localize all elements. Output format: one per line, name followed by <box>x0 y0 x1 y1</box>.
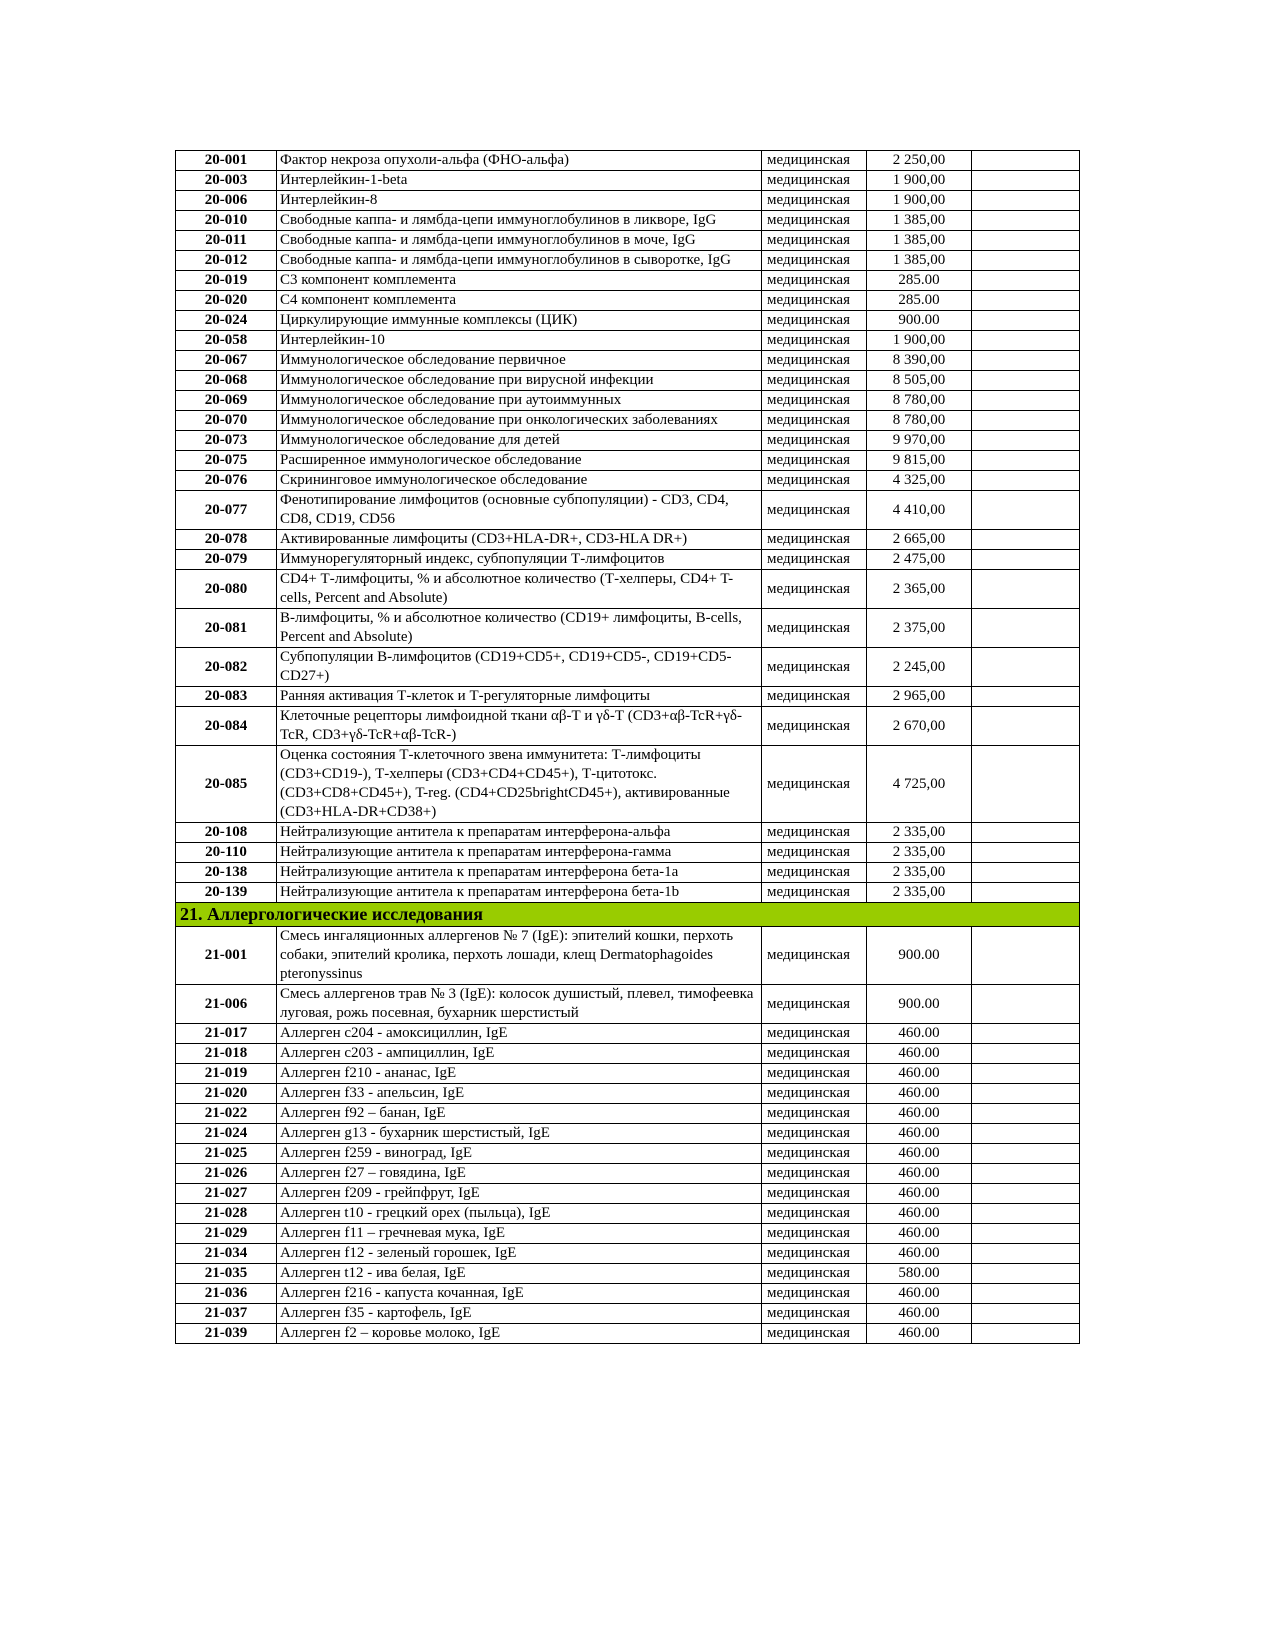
empty-cell <box>972 1124 1080 1144</box>
test-price: 8 780,00 <box>867 391 972 411</box>
empty-cell <box>972 550 1080 570</box>
test-price: 460.00 <box>867 1324 972 1344</box>
empty-cell <box>972 491 1080 530</box>
table-row <box>176 331 1080 351</box>
service-type: медицинская <box>762 648 867 687</box>
service-type: медицинская <box>762 471 867 491</box>
service-type: медицинская <box>762 311 867 331</box>
test-price: 460.00 <box>867 1284 972 1304</box>
test-name: Смесь аллергенов трав № 3 (IgE): колосок душистый, плевел, тимофеевка луговая, рожь посевная, бухарник шерстистый <box>277 985 762 1024</box>
table-row <box>176 1144 1080 1164</box>
service-type: медицинская <box>762 171 867 191</box>
test-name: Иммунологическое обследование при аутоиммунных <box>277 391 762 411</box>
test-name: Аллерген f259 - виноград, IgE <box>277 1144 762 1164</box>
test-price: 285.00 <box>867 291 972 311</box>
table-row <box>176 707 1080 746</box>
test-name: Аллерген f12 - зеленый горошек, IgE <box>277 1244 762 1264</box>
service-type: медицинская <box>762 411 867 431</box>
test-code: 20-075 <box>176 451 277 471</box>
empty-cell <box>972 707 1080 746</box>
test-code: 20-068 <box>176 371 277 391</box>
test-price: 1 385,00 <box>867 251 972 271</box>
table-row <box>176 251 1080 271</box>
test-code: 21-025 <box>176 1144 277 1164</box>
service-type: медицинская <box>762 863 867 883</box>
service-type: медицинская <box>762 1204 867 1224</box>
service-type: медицинская <box>762 451 867 471</box>
service-type: медицинская <box>762 1244 867 1264</box>
service-type: медицинская <box>762 1164 867 1184</box>
service-type: медицинская <box>762 1144 867 1164</box>
test-name: Расширенное иммунологическое обследование <box>277 451 762 471</box>
service-type: медицинская <box>762 251 867 271</box>
test-name: Интерлейкин-1-beta <box>277 171 762 191</box>
table-row <box>176 471 1080 491</box>
service-type: медицинская <box>762 431 867 451</box>
service-type: медицинская <box>762 491 867 530</box>
service-type: медицинская <box>762 843 867 863</box>
test-name: Аллерген t12 - ива белая, IgE <box>277 1264 762 1284</box>
service-type: медицинская <box>762 1064 867 1084</box>
price-list-table <box>175 150 1080 1344</box>
empty-cell <box>972 746 1080 823</box>
test-name: С3 компонент комплемента <box>277 271 762 291</box>
test-name: Ранняя активация Т-клеток и Т-регуляторные лимфоциты <box>277 687 762 707</box>
test-price: 1 900,00 <box>867 191 972 211</box>
test-price: 900.00 <box>867 311 972 331</box>
empty-cell <box>972 863 1080 883</box>
empty-cell <box>972 371 1080 391</box>
test-code: 21-024 <box>176 1124 277 1144</box>
service-type: медицинская <box>762 550 867 570</box>
test-code: 20-011 <box>176 231 277 251</box>
test-code: 20-138 <box>176 863 277 883</box>
test-name: Активированные лимфоциты (CD3+HLA-DR+, CD3-HLA DR+) <box>277 530 762 550</box>
service-type: медицинская <box>762 391 867 411</box>
service-type: медицинская <box>762 211 867 231</box>
empty-cell <box>972 1144 1080 1164</box>
table-row <box>176 211 1080 231</box>
test-price: 900.00 <box>867 927 972 985</box>
empty-cell <box>972 271 1080 291</box>
test-code: 21-020 <box>176 1084 277 1104</box>
section-title: 21. Аллергологические исследования <box>176 903 1080 927</box>
test-code: 20-003 <box>176 171 277 191</box>
table-row <box>176 927 1080 985</box>
table-row <box>176 687 1080 707</box>
empty-cell <box>972 1104 1080 1124</box>
service-type: медицинская <box>762 1224 867 1244</box>
test-name: Иммунологическое обследование для детей <box>277 431 762 451</box>
test-code: 21-027 <box>176 1184 277 1204</box>
service-type: медицинская <box>762 1084 867 1104</box>
test-price: 2 670,00 <box>867 707 972 746</box>
service-type: медицинская <box>762 530 867 550</box>
test-name: Субпопуляции В-лимфоцитов (CD19+CD5+, CD19+CD5-, CD19+CD5-CD27+) <box>277 648 762 687</box>
test-code: 21-022 <box>176 1104 277 1124</box>
test-name: Аллерген f210 - ананас, IgE <box>277 1064 762 1084</box>
test-code: 20-108 <box>176 823 277 843</box>
empty-cell <box>972 609 1080 648</box>
test-name: Циркулирующие иммунные комплексы (ЦИК) <box>277 311 762 331</box>
test-price: 2 665,00 <box>867 530 972 550</box>
empty-cell <box>972 883 1080 903</box>
test-name: Клеточные рецепторы лимфоидной ткани αβ-Т и γδ-Т (CD3+αβ-TcR+γδ-TcR, CD3+γδ-TcR+αβ-TcR-) <box>277 707 762 746</box>
table-row <box>176 1124 1080 1144</box>
test-price: 1 900,00 <box>867 331 972 351</box>
test-code: 20-058 <box>176 331 277 351</box>
test-price: 2 335,00 <box>867 823 972 843</box>
test-code: 21-028 <box>176 1204 277 1224</box>
empty-cell <box>972 1084 1080 1104</box>
table-row <box>176 1044 1080 1064</box>
test-name: Аллерген g13 - бухарник шерстистый, IgE <box>277 1124 762 1144</box>
test-price: 2 335,00 <box>867 863 972 883</box>
test-name: Интерлейкин-10 <box>277 331 762 351</box>
empty-cell <box>972 927 1080 985</box>
test-name: Иммунологическое обследование при вирусной инфекции <box>277 371 762 391</box>
service-type: медицинская <box>762 883 867 903</box>
table-row <box>176 171 1080 191</box>
test-price: 460.00 <box>867 1124 972 1144</box>
service-type: медицинская <box>762 1104 867 1124</box>
table-row <box>176 1084 1080 1104</box>
empty-cell <box>972 1244 1080 1264</box>
test-code: 21-006 <box>176 985 277 1024</box>
table-row <box>176 151 1080 171</box>
test-code: 20-083 <box>176 687 277 707</box>
test-name: Фактор некроза опухоли-альфа (ФНО-альфа) <box>277 151 762 171</box>
table-row <box>176 823 1080 843</box>
test-code: 20-010 <box>176 211 277 231</box>
test-price: 2 475,00 <box>867 550 972 570</box>
table-row <box>176 1184 1080 1204</box>
empty-cell <box>972 231 1080 251</box>
test-price: 285.00 <box>867 271 972 291</box>
test-price: 460.00 <box>867 1164 972 1184</box>
test-price: 460.00 <box>867 1104 972 1124</box>
test-code: 20-081 <box>176 609 277 648</box>
test-name: Смесь ингаляционных аллергенов № 7 (IgE): эпителий кошки, перхоть собаки, эпителий кролика, перхоть лошади, клещ Dermatophagoides pteronyssinus <box>277 927 762 985</box>
empty-cell <box>972 1264 1080 1284</box>
service-type: медицинская <box>762 1124 867 1144</box>
service-type: медицинская <box>762 271 867 291</box>
empty-cell <box>972 985 1080 1024</box>
table-row <box>176 411 1080 431</box>
service-type: медицинская <box>762 1184 867 1204</box>
empty-cell <box>972 251 1080 271</box>
table-row <box>176 291 1080 311</box>
test-price: 460.00 <box>867 1204 972 1224</box>
price-list-body <box>176 151 1080 1344</box>
service-type: медицинская <box>762 687 867 707</box>
test-name: Нейтрализующие антитела к препаратам интерферона-альфа <box>277 823 762 843</box>
test-code: 20-077 <box>176 491 277 530</box>
test-code: 20-020 <box>176 291 277 311</box>
test-name: Аллерген c203 - ампициллин, IgE <box>277 1044 762 1064</box>
test-code: 21-029 <box>176 1224 277 1244</box>
test-price: 8 505,00 <box>867 371 972 391</box>
table-row <box>176 1064 1080 1084</box>
empty-cell <box>972 351 1080 371</box>
table-row <box>176 648 1080 687</box>
empty-cell <box>972 451 1080 471</box>
table-row <box>176 843 1080 863</box>
service-type: медицинская <box>762 1304 867 1324</box>
test-price: 2 245,00 <box>867 648 972 687</box>
table-row <box>176 530 1080 550</box>
test-code: 21-019 <box>176 1064 277 1084</box>
table-row <box>176 883 1080 903</box>
service-type: медицинская <box>762 351 867 371</box>
test-code: 20-024 <box>176 311 277 331</box>
test-name: Свободные каппа- и лямбда-цепи иммуноглобулинов в моче, IgG <box>277 231 762 251</box>
test-code: 21-018 <box>176 1044 277 1064</box>
test-code: 20-079 <box>176 550 277 570</box>
table-row <box>176 1204 1080 1224</box>
table-row <box>176 1264 1080 1284</box>
test-code: 21-001 <box>176 927 277 985</box>
table-row <box>176 231 1080 251</box>
test-name: Нейтрализующие антитела к препаратам интерферона бета-1b <box>277 883 762 903</box>
test-name: Аллерген c204 - амоксициллин, IgE <box>277 1024 762 1044</box>
test-code: 20-073 <box>176 431 277 451</box>
table-row <box>176 1304 1080 1324</box>
section-header-row <box>176 903 1080 927</box>
empty-cell <box>972 171 1080 191</box>
empty-cell <box>972 1324 1080 1344</box>
service-type: медицинская <box>762 1324 867 1344</box>
test-name: Аллерген f35 - картофель, IgE <box>277 1304 762 1324</box>
service-type: медицинская <box>762 570 867 609</box>
test-code: 20-001 <box>176 151 277 171</box>
test-price: 4 410,00 <box>867 491 972 530</box>
table-row <box>176 311 1080 331</box>
test-name: Оценка состояния Т-клеточного звена иммунитета: Т-лимфоциты (CD3+CD19-), Т-хелперы (CD3+CD4+CD45+), Т-цитотокс. (CD3+CD8+CD45+), T-reg. (CD4+CD25brightCD45+), активированные (CD3+HLA-DR+CD38+) <box>277 746 762 823</box>
test-name: Нейтрализующие антитела к препаратам интерферона бета-1а <box>277 863 762 883</box>
test-code: 20-078 <box>176 530 277 550</box>
table-row <box>176 550 1080 570</box>
empty-cell <box>972 530 1080 550</box>
service-type: медицинская <box>762 609 867 648</box>
empty-cell <box>972 211 1080 231</box>
empty-cell <box>972 411 1080 431</box>
test-code: 21-036 <box>176 1284 277 1304</box>
test-price: 1 385,00 <box>867 231 972 251</box>
test-name: Аллерген f27 – говядина, IgE <box>277 1164 762 1184</box>
test-code: 20-110 <box>176 843 277 863</box>
test-code: 20-082 <box>176 648 277 687</box>
test-name: Свободные каппа- и лямбда-цепи иммуноглобулинов в сыворотке, IgG <box>277 251 762 271</box>
test-code: 20-069 <box>176 391 277 411</box>
table-row <box>176 1164 1080 1184</box>
test-price: 460.00 <box>867 1304 972 1324</box>
test-name: Аллерген f11 – гречневая мука, IgE <box>277 1224 762 1244</box>
table-row <box>176 570 1080 609</box>
test-price: 2 365,00 <box>867 570 972 609</box>
empty-cell <box>972 823 1080 843</box>
empty-cell <box>972 311 1080 331</box>
service-type: медицинская <box>762 823 867 843</box>
empty-cell <box>972 1184 1080 1204</box>
test-name: Интерлейкин-8 <box>277 191 762 211</box>
test-name: Иммунорегуляторный индекс, субпопуляции Т-лимфоцитов <box>277 550 762 570</box>
test-price: 460.00 <box>867 1184 972 1204</box>
service-type: медицинская <box>762 191 867 211</box>
test-name: Аллерген f209 - грейпфрут, IgE <box>277 1184 762 1204</box>
test-code: 20-080 <box>176 570 277 609</box>
test-price: 460.00 <box>867 1064 972 1084</box>
table-row <box>176 1224 1080 1244</box>
empty-cell <box>972 151 1080 171</box>
empty-cell <box>972 291 1080 311</box>
empty-cell <box>972 191 1080 211</box>
service-type: медицинская <box>762 1044 867 1064</box>
table-row <box>176 491 1080 530</box>
test-code: 21-039 <box>176 1324 277 1344</box>
test-price: 2 335,00 <box>867 883 972 903</box>
test-code: 20-084 <box>176 707 277 746</box>
empty-cell <box>972 431 1080 451</box>
table-row <box>176 1244 1080 1264</box>
service-type: медицинская <box>762 707 867 746</box>
table-row <box>176 391 1080 411</box>
test-code: 21-026 <box>176 1164 277 1184</box>
service-type: медицинская <box>762 291 867 311</box>
empty-cell <box>972 391 1080 411</box>
test-code: 21-037 <box>176 1304 277 1324</box>
table-row <box>176 351 1080 371</box>
table-row <box>176 271 1080 291</box>
service-type: медицинская <box>762 331 867 351</box>
table-row <box>176 863 1080 883</box>
service-type: медицинская <box>762 1264 867 1284</box>
test-price: 2 335,00 <box>867 843 972 863</box>
table-row <box>176 431 1080 451</box>
service-type: медицинская <box>762 927 867 985</box>
empty-cell <box>972 471 1080 491</box>
test-price: 460.00 <box>867 1224 972 1244</box>
table-row <box>176 985 1080 1024</box>
test-code: 20-085 <box>176 746 277 823</box>
test-code: 20-012 <box>176 251 277 271</box>
service-type: медицинская <box>762 371 867 391</box>
service-type: медицинская <box>762 985 867 1024</box>
test-price: 460.00 <box>867 1044 972 1064</box>
test-code: 20-006 <box>176 191 277 211</box>
empty-cell <box>972 1024 1080 1044</box>
test-name: Аллерген f2 – коровье молоко, IgE <box>277 1324 762 1344</box>
test-name: Иммунологическое обследование при онкологических заболеваниях <box>277 411 762 431</box>
test-price: 460.00 <box>867 1244 972 1264</box>
empty-cell <box>972 687 1080 707</box>
table-row <box>176 746 1080 823</box>
test-name: Иммунологическое обследование первичное <box>277 351 762 371</box>
test-price: 2 375,00 <box>867 609 972 648</box>
test-price: 900.00 <box>867 985 972 1024</box>
test-name: Свободные каппа- и лямбда-цепи иммуноглобулинов в ликворе, IgG <box>277 211 762 231</box>
test-name: Скрининговое иммунологическое обследование <box>277 471 762 491</box>
test-price: 4 725,00 <box>867 746 972 823</box>
test-code: 20-070 <box>176 411 277 431</box>
test-code: 20-076 <box>176 471 277 491</box>
test-code: 20-139 <box>176 883 277 903</box>
table-row <box>176 451 1080 471</box>
table-row <box>176 191 1080 211</box>
empty-cell <box>972 1304 1080 1324</box>
empty-cell <box>972 1044 1080 1064</box>
table-row <box>176 1284 1080 1304</box>
test-price: 8 390,00 <box>867 351 972 371</box>
empty-cell <box>972 331 1080 351</box>
table-row <box>176 1024 1080 1044</box>
empty-cell <box>972 1064 1080 1084</box>
test-name: Аллерген f216 - капуста кочанная, IgE <box>277 1284 762 1304</box>
service-type: медицинская <box>762 151 867 171</box>
test-price: 460.00 <box>867 1084 972 1104</box>
test-name: Аллерген f92 – банан, IgE <box>277 1104 762 1124</box>
test-price: 9 970,00 <box>867 431 972 451</box>
service-type: медицинская <box>762 1024 867 1044</box>
test-code: 20-067 <box>176 351 277 371</box>
table-row <box>176 371 1080 391</box>
test-name: Аллерген f33 - апельсин, IgE <box>277 1084 762 1104</box>
test-name: Аллерген t10 - грецкий орех (пыльца), IgE <box>277 1204 762 1224</box>
test-name: С4 компонент комплемента <box>277 291 762 311</box>
test-price: 2 250,00 <box>867 151 972 171</box>
test-price: 2 965,00 <box>867 687 972 707</box>
test-code: 21-017 <box>176 1024 277 1044</box>
test-code: 21-034 <box>176 1244 277 1264</box>
empty-cell <box>972 648 1080 687</box>
test-code: 20-019 <box>176 271 277 291</box>
test-name: Нейтрализующие антитела к препаратам интерферона-гамма <box>277 843 762 863</box>
test-price: 9 815,00 <box>867 451 972 471</box>
test-price: 460.00 <box>867 1024 972 1044</box>
table-row <box>176 1324 1080 1344</box>
service-type: медицинская <box>762 1284 867 1304</box>
empty-cell <box>972 1204 1080 1224</box>
test-name: CD4+ Т-лимфоциты, % и абсолютное количество (Т-хелперы, CD4+ T-cells, Percent and Absolute) <box>277 570 762 609</box>
test-name: В-лимфоциты, % и абсолютное количество (CD19+ лимфоциты, B-cells, Percent and Absolute) <box>277 609 762 648</box>
test-name: Фенотипирование лимфоцитов (основные субпопуляции) - CD3, CD4, CD8, CD19, CD56 <box>277 491 762 530</box>
empty-cell <box>972 1224 1080 1244</box>
empty-cell <box>972 1284 1080 1304</box>
test-price: 1 900,00 <box>867 171 972 191</box>
test-price: 1 385,00 <box>867 211 972 231</box>
empty-cell <box>972 570 1080 609</box>
test-price: 4 325,00 <box>867 471 972 491</box>
test-price: 8 780,00 <box>867 411 972 431</box>
test-price: 580.00 <box>867 1264 972 1284</box>
empty-cell <box>972 1164 1080 1184</box>
table-row <box>176 1104 1080 1124</box>
test-code: 21-035 <box>176 1264 277 1284</box>
test-price: 460.00 <box>867 1144 972 1164</box>
empty-cell <box>972 843 1080 863</box>
service-type: медицинская <box>762 746 867 823</box>
table-row <box>176 609 1080 648</box>
service-type: медицинская <box>762 231 867 251</box>
